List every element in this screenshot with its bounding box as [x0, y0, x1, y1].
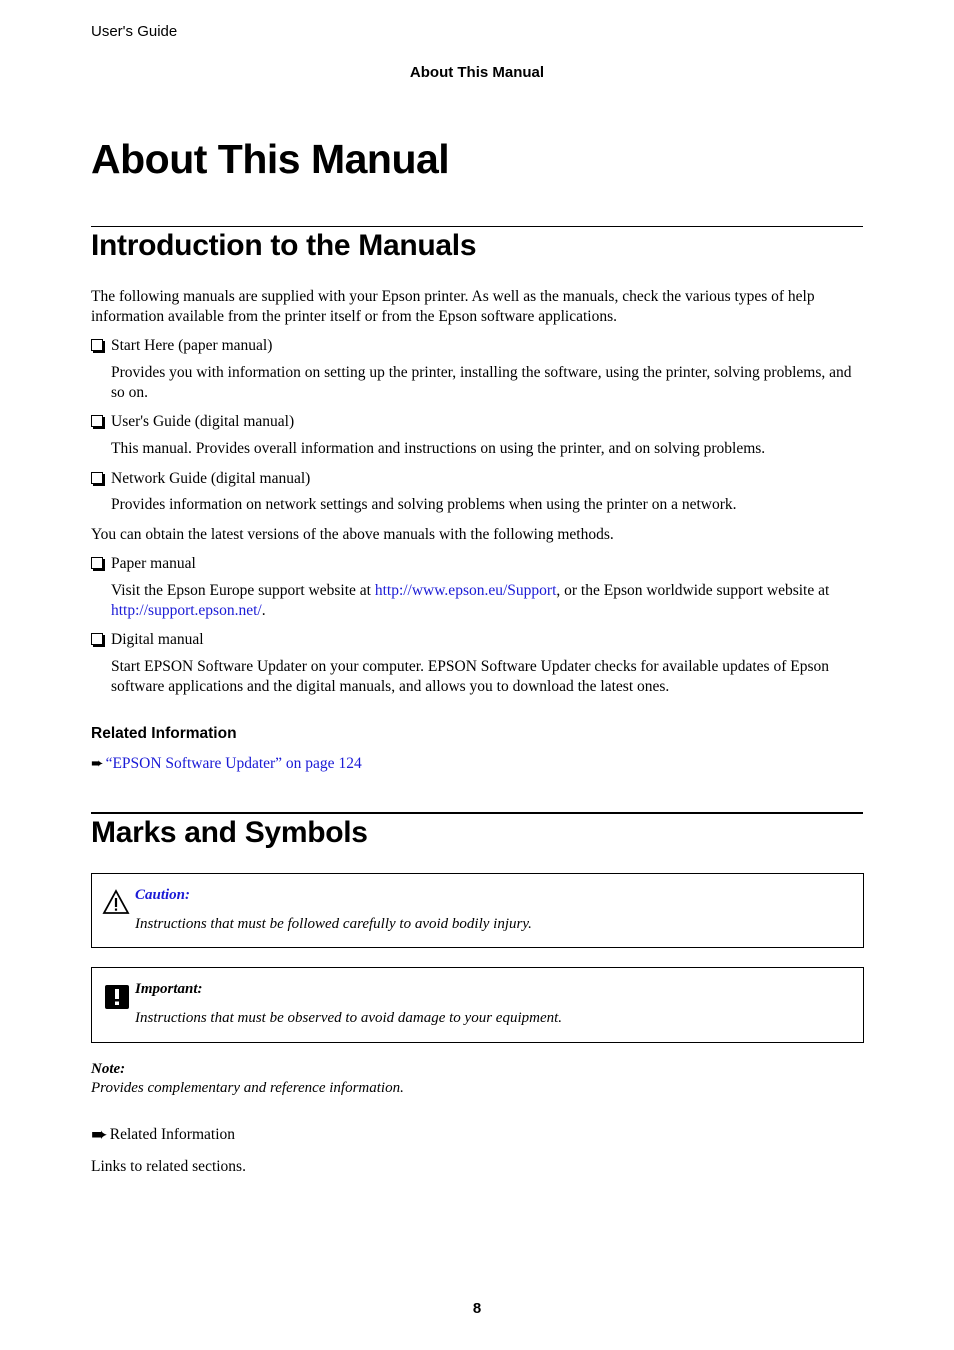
important-body: Instructions that must be observed to avoid damage to your equipment. [135, 1010, 563, 1026]
list-item [91, 630, 204, 650]
related-information-heading: Related Information [91, 725, 237, 742]
intro-heading: Introduction to the Manuals [91, 229, 477, 262]
method-name: Digital manual [111, 631, 204, 648]
note-body: Provides complementary and reference information. [91, 1080, 404, 1096]
marks-heading: Marks and Symbols [91, 816, 368, 849]
related-info-example [91, 1124, 235, 1145]
important-title: Important: [135, 981, 203, 997]
important-box [91, 967, 864, 1043]
related-info-label: Related Information [109, 1126, 236, 1143]
caution-title: Caution: [135, 887, 191, 903]
digital-method-description: Start EPSON Software Updater on your computer. EPSON Software Updater checks for available updates of Epson software applications and the digital manuals, and allows you to download the latest ones. [111, 658, 829, 695]
epson-worldwide-support-link[interactable]: http://support.epson.net/ [111, 602, 262, 619]
note-title: Note: [91, 1061, 126, 1077]
checkbox-bullet-icon [91, 415, 103, 427]
list-item [91, 554, 196, 574]
manual-name: Network Guide (digital manual) [111, 470, 311, 487]
software-updater-link[interactable]: “EPSON Software Updater” on page 124 [105, 755, 362, 772]
manual-description: This manual. Provides overall information and instructions on using the printer, and on solving problems. [111, 440, 766, 457]
manual-name: Start Here (paper manual) [111, 337, 273, 354]
manual-description: Provides information on network settings and solving problems when using the printer on a network. [111, 496, 737, 513]
warning-triangle-icon [102, 889, 130, 915]
intro-paragraph: The following manuals are supplied with your Epson printer. As well as the manuals, check the various types of help information available from the printer itself or from the Epson software applications. [91, 288, 815, 325]
arrow-right-icon: ➨ [91, 1122, 108, 1146]
method-name: Paper manual [111, 555, 196, 572]
text-segment: . [261, 602, 266, 619]
section-divider [91, 812, 863, 814]
manual-description: Provides you with information on setting up the printer, installing the software, using the printer, solving problems, and so on. [111, 364, 852, 401]
text-segment: Visit the Epson Europe support website at [111, 582, 375, 599]
running-title: User's Guide [91, 23, 178, 40]
arrow-right-icon: ➨ [91, 754, 104, 772]
chapter-running-head: About This Manual [409, 64, 545, 81]
caution-body: Instructions that must be followed carefully to avoid bodily injury. [135, 916, 532, 932]
section-divider [91, 226, 863, 227]
list-item [91, 469, 310, 489]
list-item [91, 412, 294, 432]
list-item [91, 336, 272, 356]
page-number: 8 [472, 1300, 482, 1317]
caution-box [91, 873, 864, 948]
paper-method-description [111, 581, 863, 621]
checkbox-bullet-icon [91, 472, 103, 484]
chapter-title: About This Manual [91, 136, 450, 182]
checkbox-bullet-icon [91, 633, 103, 645]
checkbox-bullet-icon [91, 557, 103, 569]
manual-name: User's Guide (digital manual) [111, 413, 295, 430]
epson-europe-support-link[interactable]: http://www.epson.eu/Support [374, 582, 557, 599]
checkbox-bullet-icon [91, 339, 103, 351]
obtain-paragraph: You can obtain the latest versions of the above manuals with the following methods. [91, 526, 614, 543]
related-link-row [91, 753, 362, 774]
text-segment: , or the Epson worldwide support website at [556, 582, 830, 599]
exclamation-icon [104, 984, 130, 1010]
related-info-description: Links to related sections. [91, 1158, 246, 1175]
